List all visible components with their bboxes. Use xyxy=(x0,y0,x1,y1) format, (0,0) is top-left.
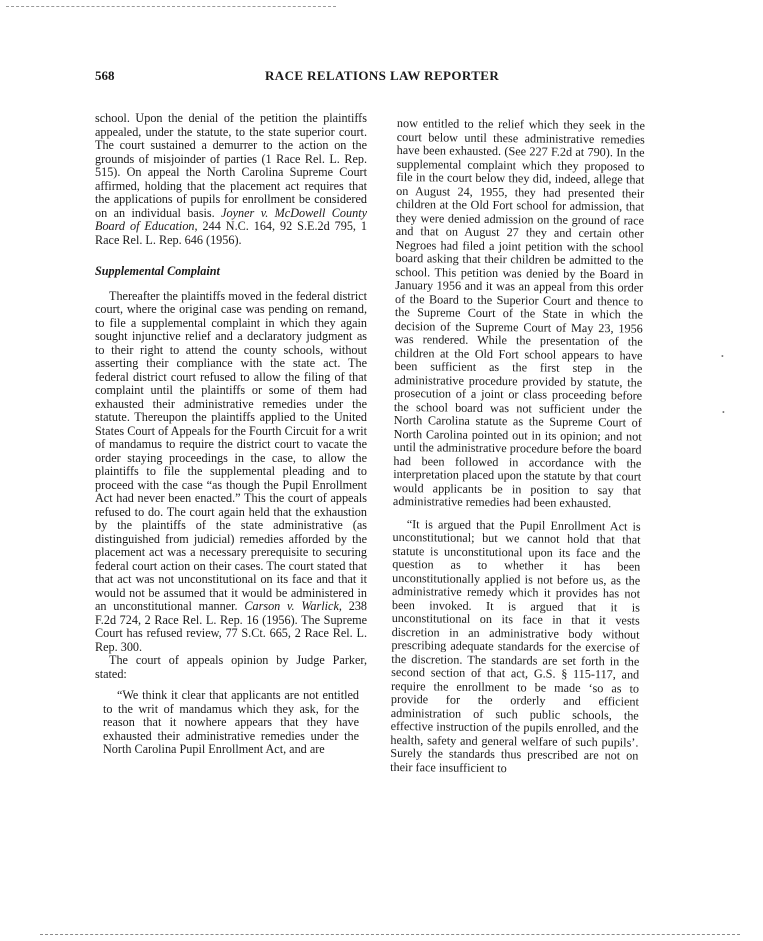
left-paragraph-2-text: Thereafter the plaintiffs moved in the federal district court, where the original case was pending on remand, to file a supplemental complaint in which they again sought injunctive relief and a declaratory judgment as to their right to attend the county schools, without asserting their compliance with the state act. The federal district court refused to allow the filing of that complaint until the plaintiffs or some of them had exhausted their administrative remedies under the statute. Thereupon the plaintiffs applied to the United States Court of Appeals for the Fourth Circuit for a writ of mandamus to require the district court to vacate the order staying proceedings in the case, to allow the plaintiffs to file the supplemental pleading and to proceed with the case “as though the Pupil Enrollment Act had never been enacted.” This the court of appeals refused to do. The court again held that the exhaustion by the plaintiffs of the state administrative (as distinguished from judicial) remedies afforded by the placement act was a necessary prerequisite to securing federal court action on their cases. The court stated that that act was not unconstitutional on its face and that it would not be assumed that it would be administered in an unconstitutional manner. xyxy=(95,288,367,613)
scan-speck: • xyxy=(721,352,724,361)
left-column xyxy=(95,112,367,757)
citation-carson: 238 F.2d 724, 2 Race Rel. L. Rep. 16 (1956). The Supreme Court has refused review, 77 S.Ct. 665, 2 Race Rel. L. Rep. 300. xyxy=(95,599,367,654)
scan-speck: • xyxy=(722,408,725,417)
citation-joyner: 244 N.C. 164, 92 S.E.2d 795, 1 Race Rel. L. Rep. 646 (1956). xyxy=(95,219,368,247)
running-head: RACE RELATIONS LAW REPORTER xyxy=(265,68,500,83)
section-heading: Supplemental Complaint xyxy=(95,264,220,278)
block-quote: “We think it clear that applicants are not entitled to the writ of mandamus which they ask, for the reason that it nowhere appears that they have exhausted their administrative remedies under the North Carolina Pupil Enrollment Act, and are xyxy=(103,688,359,756)
right-column xyxy=(390,117,645,777)
top-edge-dashes xyxy=(6,6,336,7)
case-name-joyner: Joyner v. McDowell County Board of Education, xyxy=(95,205,368,233)
left-paragraph-2 xyxy=(95,290,367,655)
right-paragraph-2: “It is argued that the Pupil Enrollment Act is unconstitutional; but we cannot hold that that statute is unconstitutional upon its face and the question as to whether it has been unconstitutionally applied is not before us, as the administrative remedy which it provides has not been invoked. It is argued that it is unconstitutional on its face in that it vests discretion in an administrative body without prescribing adequate standards for the exercise of the discretion. The standards are set forth in the second section of that act, G.S. § 115-117, and require the enrollment to be made ‘so as to provide for the orderly and efficient administration of such public schools, the effective instruction of the pupils enrolled, and the health, safety and general welfare of such pupils’. Surely the standards thus prescribed are not on their face insufficient to xyxy=(390,516,641,775)
left-paragraph-3: The court of appeals opinion by Judge Parker, stated: xyxy=(95,653,367,681)
case-name-carson: Carson v. Warlick, xyxy=(244,599,342,613)
page-number: 568 xyxy=(95,68,115,83)
left-paragraph-1 xyxy=(95,112,367,247)
left-paragraph-1-text: school. Upon the denial of the petition the plaintiffs appealed, under the statute, to the state superior court. The court sustained a demurrer to the action on the grounds of misjoinder of parties (1 Race Rel. L. Rep. 515). On appeal the North Carolina Supreme Court affirmed, holding that the placement act requires that the applications of pupils for enrollment be considered on an individual basis. xyxy=(95,111,367,220)
bottom-edge-dashes xyxy=(40,934,740,935)
page-header xyxy=(95,68,655,88)
right-paragraph-1: now entitled to the relief which they seek in the court below until these administrative remedies have been exhausted. (See 227 F.2d at 790). In the supplemental complaint which they proposed to file in the court below they did, indeed, allege that on August 24, 1955, they had presented their children at the Old Fort school for admission, that they were denied admission on the ground of race and that on August 27 they and certain other Negroes had filed a joint petition with the school board asking that their children be admitted to the school. This petition was denied by the Board in January 1956 and it was an appeal from this order of the Board to the Superior Court and thence to the Supreme Court of the State in which the decision of the Supreme Court of May 23, 1956 was rendered. While the presentation of the children at the Old Fort school appears to have been sufficient as the first step in the administrative procedure provided by statute, the prosecution of a joint or class proceeding before the school board was not sufficient under the North Carolina statute as the Supreme Court of North Carolina pointed out in its opinion; and not until the administrative procedure before the board had been followed in accordance with the interpretation placed upon the statute by that court would applicants be in position to say that administrative remedies had been exhausted. xyxy=(392,116,645,511)
